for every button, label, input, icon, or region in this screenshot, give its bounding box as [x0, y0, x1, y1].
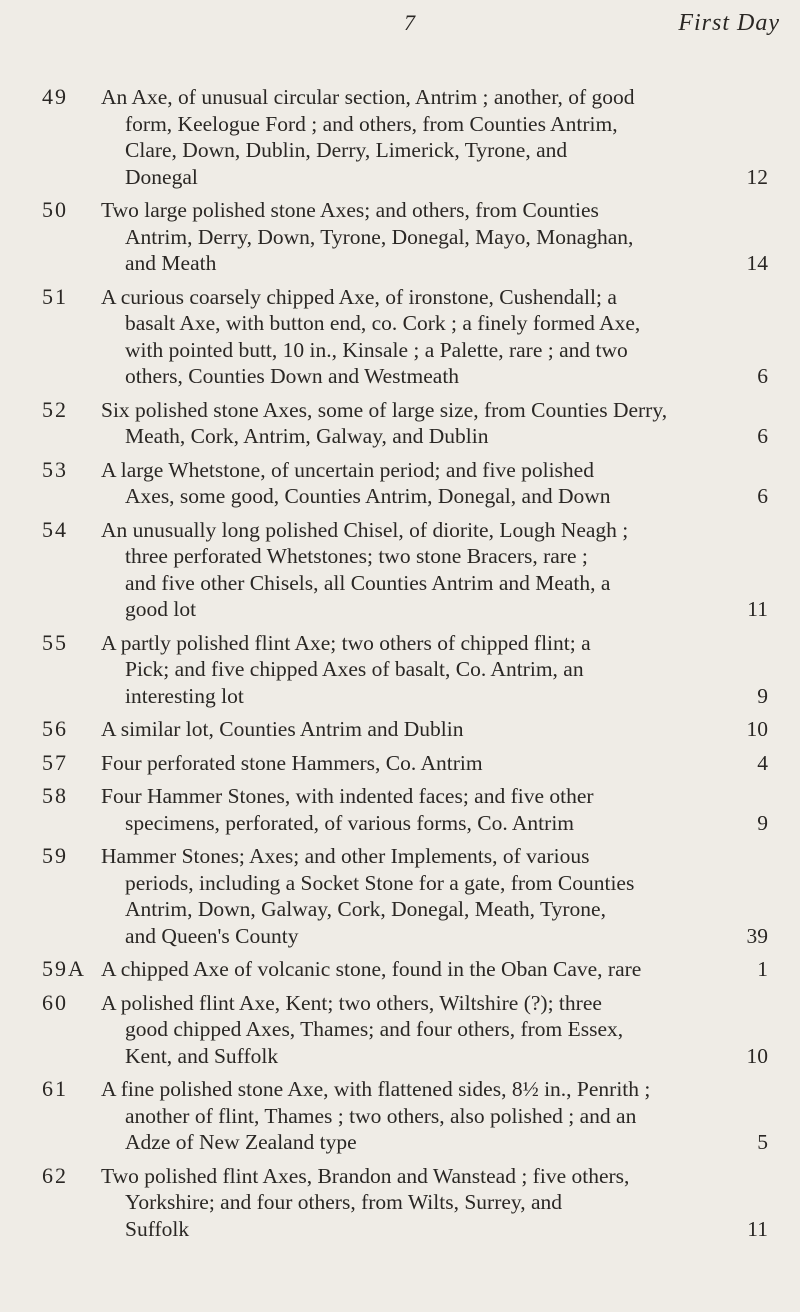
lot-description-line: Two polished flint Axes, Brandon and Wanstead ; five others, [101, 1163, 630, 1188]
lot-entry [0, 750, 800, 777]
lot-description-text: A chipped Axe of volcanic stone, found in the Oban Cave, rare [101, 957, 642, 981]
lot-description-line: form, Keelogue Ford ; and others, from Counties Antrim, [125, 111, 618, 136]
lot-number: 53 [42, 456, 68, 482]
lot-description-line [101, 750, 768, 777]
lot-number: 62 [42, 1162, 68, 1188]
lot-description-text: Four perforated stone Hammers, Co. Antrim [101, 750, 483, 775]
page-number: 7 [404, 10, 415, 35]
lot-description-line: Hammer Stones; Axes; and other Implements, of various [101, 844, 590, 868]
lot-description-line [101, 483, 768, 510]
lot-description-text: Adze of New Zealand type [125, 1130, 357, 1154]
lot-quantity: 12 [746, 164, 768, 189]
lot-description-line: An Axe, of unusual circular section, Antrim ; another, of good [101, 85, 635, 109]
lot-quantity: 11 [747, 1216, 768, 1241]
lot-description-line [101, 1216, 768, 1243]
lot-number: 51 [42, 283, 68, 309]
lot-number: 59A [42, 956, 86, 981]
lot-description-line [101, 1129, 768, 1156]
lot-description-line: good chipped Axes, Thames; and four others, from Essex, [125, 1017, 624, 1041]
lot-description-line [101, 923, 768, 950]
lot-description-line: Clare, Down, Dublin, Derry, Limerick, Tyrone, and [125, 138, 568, 162]
lot-quantity: 14 [746, 251, 768, 275]
lot-description-line [101, 596, 768, 623]
lot-number: 60 [42, 989, 68, 1015]
lot-entry [0, 843, 800, 949]
lot-entry [0, 990, 800, 1070]
lot-entry [0, 197, 800, 277]
lot-entry [0, 630, 800, 710]
lot-number: 59 [42, 843, 68, 868]
lot-list [0, 84, 800, 1249]
lot-description-text: and Meath [125, 251, 217, 275]
lot-description-line [101, 250, 768, 277]
lot-description-line: A fine polished stone Axe, with flattened sides, 8½ in., Penrith ; [101, 1077, 651, 1101]
lot-description-line [101, 423, 768, 450]
lot-description-line [101, 164, 768, 191]
lot-description-line: Four Hammer Stones, with indented faces; and five other [101, 784, 594, 808]
lot-number: 50 [42, 197, 68, 222]
lot-number: 55 [42, 629, 68, 655]
lot-description-text: and Queen's County [125, 923, 299, 948]
lot-quantity: 10 [746, 1043, 768, 1068]
lot-number: 57 [42, 749, 68, 775]
lot-description-text: good lot [125, 597, 197, 621]
lot-description-line [101, 683, 768, 710]
lot-description-line: A large Whetstone, of uncertain period; and five polished [101, 457, 594, 482]
lot-description-text: interesting lot [125, 683, 244, 708]
lot-entry [0, 1163, 800, 1243]
lot-quantity: 6 [757, 484, 768, 508]
lot-quantity: 4 [757, 750, 768, 775]
lot-entry [0, 457, 800, 510]
lot-description-text: A similar lot, Counties Antrim and Dublin [101, 717, 464, 741]
lot-description-line: A polished flint Axe, Kent; two others, Wiltshire (?); three [101, 990, 602, 1015]
lot-quantity: 5 [757, 1130, 768, 1154]
running-title: First Day [678, 10, 780, 36]
lot-description-line: An unusually long polished Chisel, of diorite, Lough Neagh ; [101, 517, 629, 542]
lot-description-line: Six polished stone Axes, some of large size, from Counties Derry, [101, 397, 668, 422]
lot-number: 49 [42, 84, 68, 109]
page-header [0, 8, 800, 48]
lot-quantity: 39 [746, 923, 768, 948]
lot-number: 52 [42, 396, 68, 422]
lot-quantity: 6 [757, 424, 768, 448]
lot-quantity: 1 [757, 957, 768, 981]
lot-description-line: A partly polished flint Axe; two others of chipped flint; a [101, 630, 591, 655]
lot-description-line: Yorkshire; and four others, from Wilts, Surrey, and [125, 1190, 563, 1214]
lot-description-line: Antrim, Down, Galway, Cork, Donegal, Meath, Tyrone, [125, 897, 606, 921]
lot-entry [0, 84, 800, 190]
lot-number: 61 [42, 1076, 68, 1101]
lot-description-text: Meath, Cork, Antrim, Galway, and Dublin [125, 424, 489, 448]
lot-description-line: with pointed butt, 10 in., Kinsale ; a Palette, rare ; and two [125, 337, 628, 362]
lot-description-text: Axes, some good, Counties Antrim, Donegal, and Down [125, 484, 611, 508]
lot-description-line [101, 1043, 768, 1070]
lot-description-text: Kent, and Suffolk [125, 1043, 279, 1068]
lot-description-line: basalt Axe, with button end, co. Cork ; a finely formed Axe, [125, 311, 641, 335]
lot-description-line: Pick; and five chipped Axes of basalt, Co. Antrim, an [125, 657, 584, 681]
lot-entry [0, 716, 800, 743]
lot-quantity: 11 [747, 597, 768, 621]
lot-entry [0, 956, 800, 983]
lot-quantity: 6 [757, 364, 768, 388]
lot-entry [0, 517, 800, 623]
lot-description-line: Antrim, Derry, Down, Tyrone, Donegal, Mayo, Monaghan, [125, 224, 634, 249]
lot-entry [0, 783, 800, 836]
lot-description-line: periods, including a Socket Stone for a gate, from Counties [125, 870, 635, 895]
lot-description-text: specimens, perforated, of various forms, Co. Antrim [125, 810, 575, 835]
lot-number: 54 [42, 516, 68, 542]
lot-description-line: A curious coarsely chipped Axe, of ironstone, Cushendall; a [101, 284, 617, 309]
lot-description-line [101, 716, 768, 743]
lot-entry [0, 1076, 800, 1156]
lot-description-line: another of flint, Thames ; two others, also polished ; and an [125, 1103, 637, 1128]
lot-entry [0, 397, 800, 450]
lot-quantity: 10 [746, 717, 768, 741]
lot-description-text: others, Counties Down and Westmeath [125, 364, 460, 388]
lot-description-text: Suffolk [125, 1216, 190, 1241]
lot-description-line [101, 810, 768, 837]
lot-quantity: 9 [757, 810, 768, 835]
lot-number: 56 [42, 716, 68, 741]
lot-description-line: Two large polished stone Axes; and others, from Counties [101, 198, 599, 222]
lot-entry [0, 284, 800, 390]
lot-description-line: three perforated Whetstones; two stone Bracers, rare ; [125, 544, 588, 568]
lot-description-text: Donegal [125, 164, 198, 189]
lot-quantity: 9 [757, 683, 768, 708]
lot-number: 58 [42, 783, 68, 808]
lot-description-line: and five other Chisels, all Counties Antrim and Meath, a [125, 570, 611, 595]
lot-description-line [101, 956, 768, 983]
lot-description-line [101, 363, 768, 390]
